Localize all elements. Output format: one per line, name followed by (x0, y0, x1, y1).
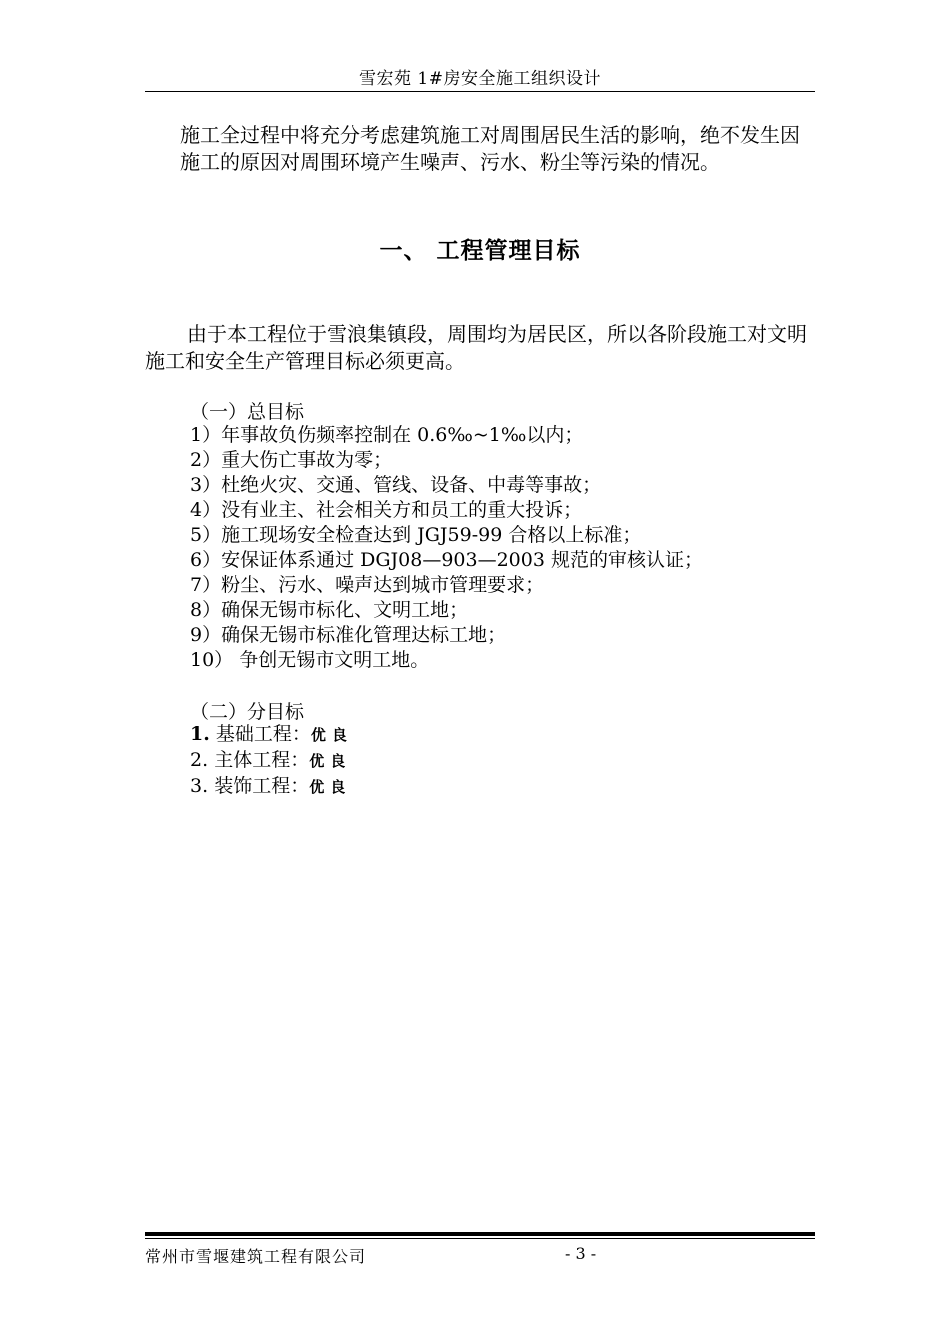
item-label: 主体工程： (214, 749, 310, 771)
sub-goals-list (190, 722, 353, 800)
item-number: 2. (190, 749, 209, 771)
list-item: 6）安保证体系通过 DGJ08—903—2003 规范的审核认证； (190, 549, 703, 571)
item-rating: 优良 (310, 726, 353, 744)
sub-goals-heading: （二）分目标 (190, 701, 305, 723)
list-item: 3）杜绝火灾、交通、管线、设备、中毒等事故； (190, 474, 602, 496)
list-item (190, 774, 353, 800)
item-label: 基础工程： (215, 723, 311, 745)
header-rule (145, 91, 815, 92)
overall-goals-list (190, 423, 703, 673)
header-title: 雪宏苑 1#房安全施工组织设计 (359, 69, 601, 89)
intro-paragraph: 施工全过程中将充分考虑建筑施工对周围居民生活的影响，绝不发生因施工的原因对周围环境产生噪声、污水、粉尘等污染的情况。 (180, 123, 800, 174)
list-item: 4）没有业主、社会相关方和员工的重大投诉； (190, 499, 583, 521)
overall-goals-heading: （一）总目标 (190, 401, 305, 423)
list-item: 1）年事故负伤频率控制在 0.6‰~1‰以内； (190, 424, 584, 446)
list-item: 10） 争创无锡市文明工地。 (190, 649, 430, 671)
list-item: 8）确保无锡市标化、文明工地； (190, 599, 469, 621)
list-item (190, 748, 353, 774)
footer-rule (145, 1232, 815, 1236)
item-rating: 优良 (309, 752, 352, 770)
list-item (190, 722, 353, 748)
footer-rule-thin (145, 1238, 815, 1239)
item-rating: 优良 (309, 778, 352, 796)
item-number: 3. (190, 775, 209, 797)
list-item: 9）确保无锡市标准化管理达标工地； (190, 624, 507, 646)
footer-company: 常州市雪堰建筑工程有限公司 (145, 1247, 367, 1266)
item-number: 1. (190, 723, 210, 745)
section-title: 一、 工程管理目标 (379, 238, 581, 264)
page-number: - 3 - (565, 1244, 597, 1263)
section-paragraph: 由于本工程位于雪浪集镇段，周围均为居民区，所以各阶段施工对文明施工和安全生产管理目标必须更高。 (145, 322, 807, 373)
item-label: 装饰工程： (214, 775, 310, 797)
list-item: 7）粉尘、污水、噪声达到城市管理要求； (190, 574, 545, 596)
list-item: 5）施工现场安全检查达到 JGJ59-99 合格以上标准； (190, 524, 642, 546)
list-item: 2）重大伤亡事故为零； (190, 449, 393, 471)
